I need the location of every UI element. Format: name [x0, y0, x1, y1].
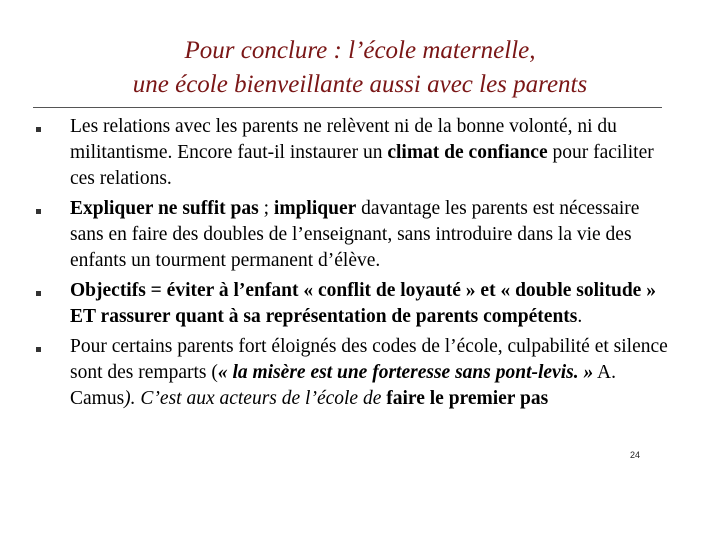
bullet-4-text-2: ). C’est aux acteurs de l’école de [124, 388, 387, 409]
bullet-square-icon [36, 291, 41, 296]
bullet-item-1 [36, 114, 676, 192]
bullet-1-emphasis: climat de confiance [387, 142, 548, 163]
bullet-4-author: A. Camus [70, 362, 616, 409]
bullet-2-separator: ; [258, 198, 274, 219]
bullet-2-emphasis-2: impliquer [273, 198, 357, 219]
bullet-1-text: Les relations avec les parents ne relèvent ni de la bonne volonté, ni du militantisme. Encore faut-il instaurer un [70, 116, 617, 163]
bullet-4-text: Pour certains parents fort éloignés des codes de l’école, culpabilité et silence sont des remparts ( [70, 336, 668, 383]
bullet-4-emphasis: faire le premier pas [386, 388, 549, 409]
bullet-2-emphasis-1: Expliquer ne suffit pas [70, 198, 259, 219]
bullet-item-3 [36, 278, 676, 330]
bullet-square-icon [36, 209, 41, 214]
slide-title [40, 34, 680, 102]
bullet-square-icon [36, 127, 41, 132]
bullet-square-icon [36, 347, 41, 352]
page-number: 24 [630, 450, 641, 460]
title-line-2: une école bienveillante aussi avec les parents [132, 71, 588, 98]
bullet-3-period: . [577, 306, 583, 327]
bullet-item-2 [36, 196, 676, 274]
title-divider [33, 107, 662, 108]
bullet-list [36, 114, 676, 416]
title-line-1: Pour conclure : l’école maternelle, [184, 37, 536, 64]
bullet-3-emphasis: Objectifs = éviter à l’enfant « conflit de loyauté » et « double solitude » ET rassurer quant à sa représentation de parents compétents [70, 280, 656, 327]
bullet-1-text-end: pour faciliter ces relations. [70, 142, 654, 189]
bullet-4-quote: « la misère est une forteresse sans pont-levis. » [217, 362, 594, 383]
bullet-2-text: davantage les parents est nécessaire sans en faire des doubles de l’enseignant, sans introduire dans la vie des enfants un tourment permanent d’élève. [70, 198, 640, 271]
bullet-item-4 [36, 334, 676, 412]
